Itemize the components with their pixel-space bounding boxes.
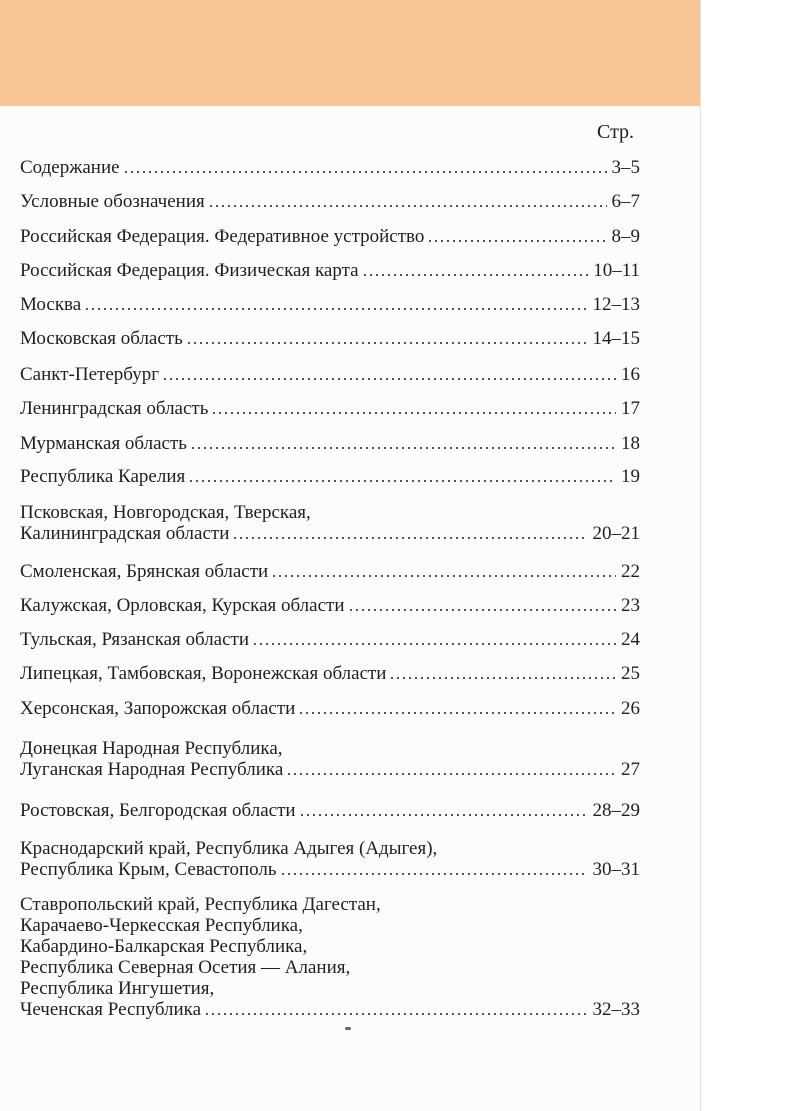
dot-leader (208, 204, 607, 208)
toc-entry-final-line (20, 523, 640, 544)
toc-entry-title-line: Российская Федерация. Физическая карта (20, 260, 359, 281)
dot-leader (286, 772, 616, 776)
toc-entry-title-line: Карачаево-Черкесская Республика, (20, 915, 303, 936)
toc-entry-title-line: Херсонская, Запорожская области (20, 698, 296, 719)
toc-entry-final-line (20, 759, 640, 780)
toc-entry (20, 294, 640, 315)
toc-entry (20, 191, 640, 212)
toc-entry-final-line (20, 859, 640, 880)
toc-entry-title-line: Ленинградская область (20, 398, 209, 419)
toc-page-number: 3–5 (611, 157, 640, 178)
dot-leader (186, 341, 588, 345)
toc-entry-title-line: Донецкая Народная Республика, (20, 738, 283, 759)
toc-entry (20, 698, 640, 719)
toc-page-number: 20–21 (592, 523, 640, 544)
dot-leader (190, 446, 616, 450)
toc-entry-title-line: Липецкая, Тамбовская, Воронежская области (20, 663, 387, 684)
toc-entry-final-line (20, 294, 640, 315)
toc-page-number: 28–29 (592, 800, 640, 821)
toc-entry-title-line: Луганская Народная Республика (20, 759, 284, 780)
toc-entry-title-line: Тульская, Рязанская области (20, 629, 250, 650)
toc-entry-title-line: Содержание (20, 157, 120, 178)
toc-entry (20, 800, 640, 821)
toc-entry (20, 502, 640, 544)
toc-page-number: 12–13 (592, 294, 640, 315)
toc-entry-title-line: Условные обозначения (20, 191, 205, 212)
toc-entry (20, 738, 640, 780)
toc-entry-title-line: Калужская, Орловская, Курская области (20, 595, 345, 616)
toc-entry-final-line (20, 191, 640, 212)
dot-leader (298, 711, 616, 715)
toc-entry-title-line: Смоленская, Брянская области (20, 561, 269, 582)
toc-entry (20, 838, 640, 880)
toc-entry-title-line: Мурманская область (20, 433, 187, 454)
dot-leader (280, 872, 588, 876)
toc-entry-title-line: Краснодарский край, Республика Адыгея (Адыгея), (20, 838, 438, 859)
toc-entry-title-line: Республика Крым, Севастополь (20, 859, 277, 880)
page-column-label: Стр. (597, 121, 635, 143)
toc-page-number: 19 (621, 466, 640, 487)
toc-entry (20, 433, 640, 454)
toc-entry-final-line (20, 698, 640, 719)
toc-entry-title-line: Московская область (20, 328, 183, 349)
toc-entry-title-line: Республика Ингушетия, (20, 978, 215, 999)
dot-leader (211, 411, 616, 415)
print-speck (345, 1027, 351, 1030)
toc-entry-final-line (20, 364, 640, 385)
toc-entry (20, 595, 640, 616)
toc-page-number: 24 (621, 629, 640, 650)
dot-leader (162, 377, 616, 381)
toc-entry-title-line: Калининградская области (20, 523, 230, 544)
toc-entry-final-line (20, 157, 640, 178)
toc-entry-title-line: Псковская, Новгородская, Тверская, (20, 502, 311, 523)
toc-page-number: 32–33 (592, 999, 640, 1020)
toc-entry (20, 328, 640, 349)
toc-entry-final-line (20, 800, 640, 821)
dot-leader (84, 307, 587, 311)
toc-entry-final-line (20, 466, 640, 487)
toc-entry-title-line: Москва (20, 294, 82, 315)
toc-page-number: 23 (621, 595, 640, 616)
toc-page-number: 25 (621, 663, 640, 684)
toc-entry (20, 398, 640, 419)
dot-leader (348, 608, 616, 612)
toc-entry-title-line: Санкт-Петербург (20, 364, 160, 385)
dot-leader (389, 676, 616, 680)
toc-page-number: 10–11 (593, 260, 640, 281)
toc-entry-title-line: Республика Северная Осетия — Алания, (20, 957, 351, 978)
toc-entry (20, 226, 640, 247)
toc-page-number: 17 (621, 398, 640, 419)
toc-entry-final-line (20, 663, 640, 684)
toc-entry (20, 663, 640, 684)
toc-page-number: 22 (621, 561, 640, 582)
toc-entry-title-line: Российская Федерация. Федеративное устройство (20, 226, 425, 247)
toc-entry (20, 894, 640, 1020)
toc-entry (20, 561, 640, 582)
toc-entry-title-line: Республика Карелия (20, 466, 186, 487)
toc-page-number: 26 (621, 698, 640, 719)
toc-entry (20, 157, 640, 178)
toc-entry (20, 629, 640, 650)
toc-entry (20, 466, 640, 487)
toc-page-number: 18 (621, 433, 640, 454)
toc-entry-final-line (20, 999, 640, 1020)
toc-entry-title-line: Чеченская Республика (20, 999, 202, 1020)
toc-entry-final-line (20, 398, 640, 419)
toc-page-number: 14–15 (592, 328, 640, 349)
toc-entry-final-line (20, 328, 640, 349)
dot-leader (271, 574, 616, 578)
toc-entry-final-line (20, 226, 640, 247)
dot-leader (427, 239, 606, 243)
toc-entry-final-line (20, 629, 640, 650)
toc-entry-final-line (20, 561, 640, 582)
dot-leader (188, 479, 616, 483)
dot-leader (232, 536, 587, 540)
toc-entry-final-line (20, 595, 640, 616)
dot-leader (252, 642, 616, 646)
toc-entry-final-line (20, 260, 640, 281)
toc-entry (20, 260, 640, 281)
toc-entry-title-line: Ростовская, Белгородская области (20, 800, 296, 821)
toc-page-number: 8–9 (611, 226, 640, 247)
toc-page-number: 16 (621, 364, 640, 385)
toc-page-number: 6–7 (611, 191, 640, 212)
dot-leader (299, 813, 588, 817)
dot-leader (204, 1012, 587, 1016)
toc-entry (20, 364, 640, 385)
toc-page-number: 27 (621, 759, 640, 780)
dot-leader (123, 170, 607, 174)
dot-leader (362, 273, 589, 277)
toc-page-number: 30–31 (592, 859, 640, 880)
toc-entry-final-line (20, 433, 640, 454)
toc-entry-title-line: Ставропольский край, Республика Дагестан, (20, 894, 381, 915)
toc-entry-title-line: Кабардино-Балкарская Республика, (20, 936, 308, 957)
